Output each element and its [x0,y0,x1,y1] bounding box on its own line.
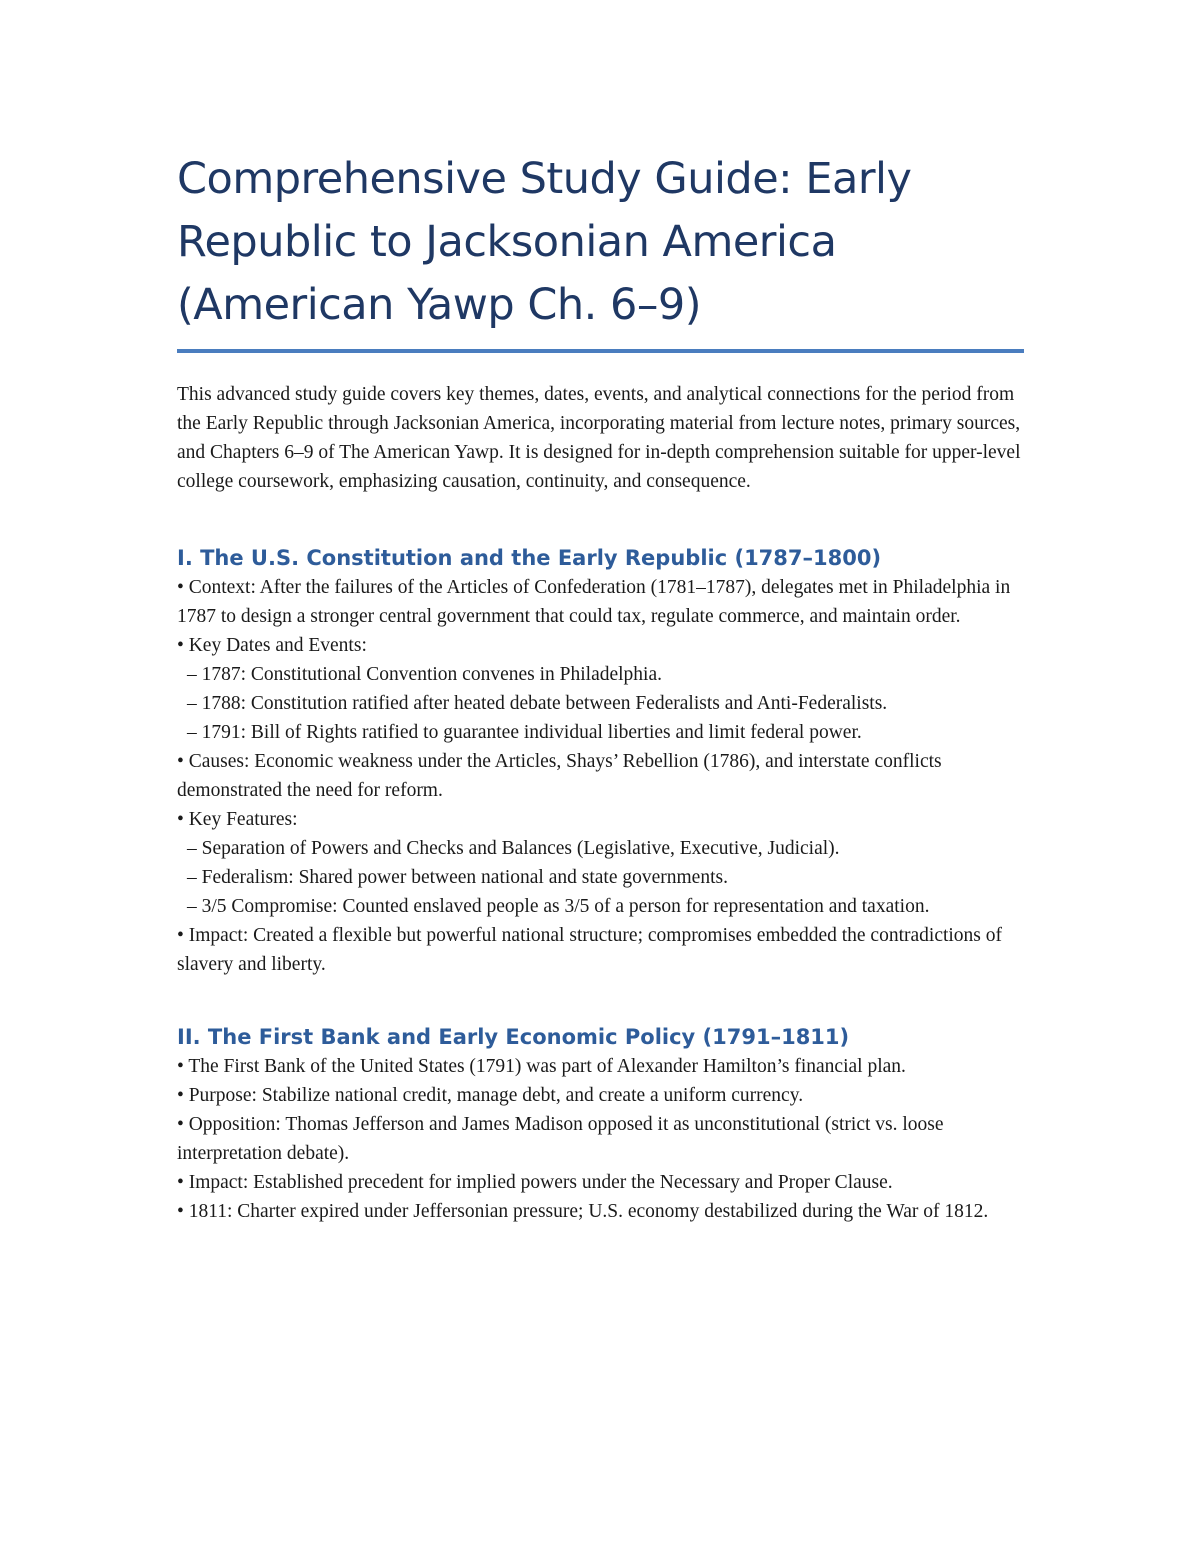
bullet-purpose: • Purpose: Stabilize national credit, manage debt, and create a uniform currency. [177,1085,804,1106]
bullet-context: • Context: After the failures of the Articles of Confederation (1781–1787), delegates met in Philadelphia in 1787 to design a stronger central government that could tax, regulate commerce, and maintain order. [177,577,1011,627]
section-heading-constitution: I. The U.S. Constitution and the Early Republic (1787–1800) [177,546,882,570]
bullet-impact: • Impact: Created a flexible but powerful national structure; compromises embedded the contradictions of slavery and liberty. [177,925,1003,975]
bullet-key-dates: • Key Dates and Events: [177,635,367,656]
section-body-first-bank [177,1052,1027,1226]
subitem-1787: – 1787: Constitutional Convention convenes in Philadelphia. [187,664,662,685]
bullet-1811: • 1811: Charter expired under Jeffersonian pressure; U.S. economy destabilized during the War of 1812. [177,1201,989,1222]
subitem-separation-of-powers: – Separation of Powers and Checks and Balances (Legislative, Executive, Judicial). [187,838,840,859]
bullet-causes: • Causes: Economic weakness under the Articles, Shays’ Rebellion (1786), and interstate conflicts demonstrated the need for reform. [177,751,942,801]
subitem-1791: – 1791: Bill of Rights ratified to guarantee individual liberties and limit federal power. [187,722,862,743]
subitem-federalism: – Federalism: Shared power between national and state governments. [187,867,728,888]
subitem-1788: – 1788: Constitution ratified after heated debate between Federalists and Anti-Federalists. [187,693,888,714]
bullet-opposition: • Opposition: Thomas Jefferson and James Madison opposed it as unconstitutional (strict vs. loose interpretation debate). [177,1114,944,1164]
title-divider [177,349,1024,353]
intro-paragraph: This advanced study guide covers key themes, dates, events, and analytical connections for the period from the Early Republic through Jacksonian America, incorporating material from lecture notes, primary sources, and Chapters 6–9 of The American Yawp. It is designed for in-depth comprehension suitable for upper-level college coursework, emphasizing causation, continuity, and consequence. [177,384,1021,492]
document-title [177,148,1027,337]
bullet-key-features: • Key Features: [177,809,298,830]
section-body-constitution [177,573,1027,979]
section-heading-first-bank: II. The First Bank and Early Economic Policy (1791–1811) [177,1025,850,1049]
bullet-impact: • Impact: Established precedent for implied powers under the Necessary and Proper Clause. [177,1172,893,1193]
subitem-three-fifths-compromise: – 3/5 Compromise: Counted enslaved people as 3/5 of a person for representation and taxation. [187,896,930,917]
document-page [177,148,1027,1226]
title-line-3: (American Yawp Ch. 6–9) [177,280,702,330]
title-line-2: Republic to Jacksonian America [177,217,837,267]
title-line-1: Comprehensive Study Guide: Early [177,154,912,204]
bullet-first-bank: • The First Bank of the United States (1791) was part of Alexander Hamilton’s financial plan. [177,1056,906,1077]
